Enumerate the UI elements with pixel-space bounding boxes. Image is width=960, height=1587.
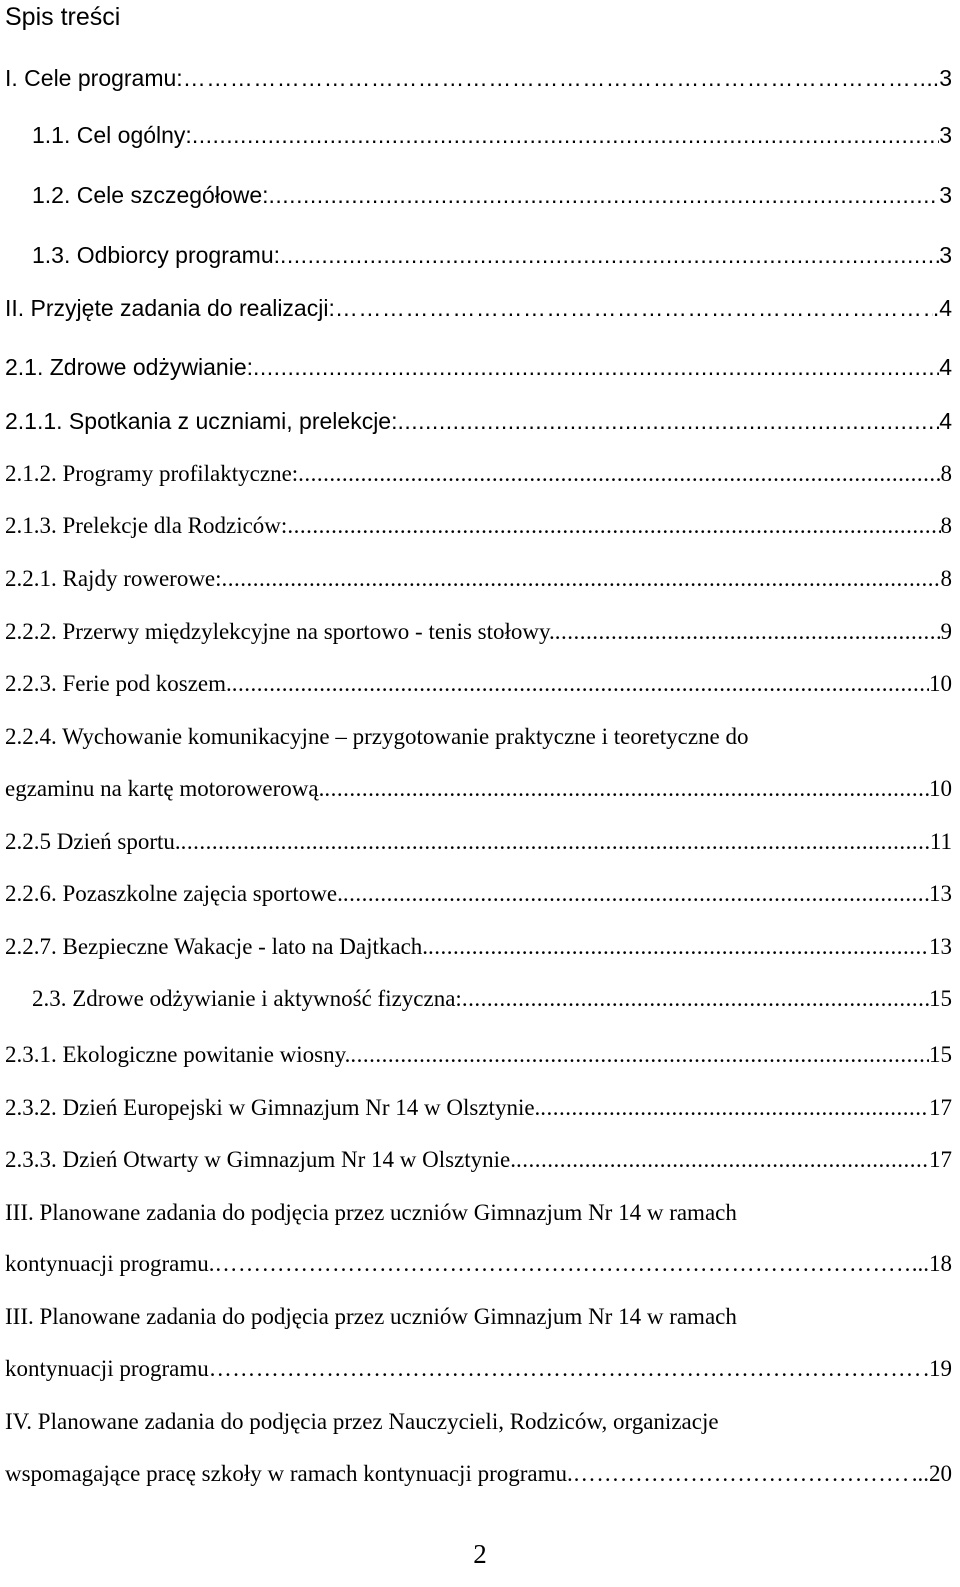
toc-leader bbox=[298, 458, 940, 490]
page-number: 2 bbox=[473, 1539, 487, 1569]
toc-leader bbox=[516, 1144, 929, 1176]
toc-entry-page: ...18 bbox=[911, 1251, 952, 1276]
toc-entry-page: .4 bbox=[932, 295, 952, 321]
toc-entry[interactable] bbox=[5, 1458, 952, 1490]
toc-entry-page: 15 bbox=[929, 1042, 952, 1067]
toc-entry-label[interactable]: III. Planowane zadania do podjęcia przez uczniów Gimnazjum Nr 14 w ramach bbox=[5, 1304, 737, 1329]
toc-entry-label: 2.3. Zdrowe odżywianie i aktywność fizyczna: bbox=[32, 986, 462, 1011]
toc-entry-label: 2.2.6. Pozaszkolne zajęcia sportowe. bbox=[5, 881, 343, 906]
toc-entry[interactable] bbox=[5, 1353, 952, 1385]
toc-leader bbox=[280, 239, 939, 271]
toc-entry-page: 9 bbox=[940, 619, 952, 644]
toc-entry[interactable] bbox=[5, 1248, 952, 1280]
toc-entry-page: 3 bbox=[939, 122, 952, 148]
toc-entry[interactable] bbox=[5, 62, 952, 94]
toc-leader bbox=[555, 616, 941, 648]
toc-leader bbox=[215, 1248, 912, 1280]
toc-entry[interactable] bbox=[5, 616, 952, 648]
toc-entry[interactable] bbox=[5, 773, 952, 805]
toc-leader bbox=[222, 563, 941, 595]
toc-entry-label: kontynuacji programu bbox=[5, 1356, 209, 1381]
toc-entry[interactable] bbox=[32, 119, 952, 151]
toc-leader bbox=[343, 878, 929, 910]
toc-leader bbox=[397, 405, 939, 437]
toc-entry-label: egzaminu na kartę motorowerową. bbox=[5, 776, 325, 801]
toc-entry-page: 17 bbox=[929, 1147, 952, 1172]
toc-entry-page: 8 bbox=[940, 461, 952, 486]
toc-entry-page: 4 bbox=[939, 408, 952, 434]
toc-leader bbox=[183, 62, 927, 94]
toc-entry-page: 3 bbox=[939, 182, 952, 208]
toc-entry-page: 10 bbox=[929, 776, 952, 801]
toc-entry-page: ...20 bbox=[911, 1461, 952, 1486]
toc-entry-label: 1.1. Cel ogólny: bbox=[32, 122, 192, 148]
toc-leader bbox=[287, 510, 940, 542]
toc-entry[interactable] bbox=[5, 1144, 952, 1176]
toc-leader bbox=[462, 983, 929, 1015]
toc-entry[interactable] bbox=[32, 239, 952, 271]
toc-entry[interactable] bbox=[5, 405, 952, 437]
toc-entry-label: 2.2.5 Dzień sportu. bbox=[5, 829, 181, 854]
toc-leader bbox=[192, 119, 939, 151]
toc-entry-page: 8 bbox=[940, 566, 952, 591]
toc-leader bbox=[232, 668, 929, 700]
toc-entry-label: 2.2.3. Ferie pod koszem. bbox=[5, 671, 232, 696]
toc-entry-label: 2.1.3. Prelekcje dla Rodziców: bbox=[5, 513, 288, 538]
toc-entry[interactable] bbox=[5, 1092, 952, 1124]
toc-entry-label[interactable]: IV. Planowane zadania do podjęcia przez Nauczycieli, Rodziców, organizacje bbox=[5, 1409, 719, 1434]
toc-entry-page: ..3 bbox=[926, 65, 952, 91]
toc-entry-page: 13 bbox=[929, 881, 952, 906]
toc-leader bbox=[540, 1092, 929, 1124]
toc-entry-label: 2.1.2. Programy profilaktyczne: bbox=[5, 461, 299, 486]
toc-entry-page: 8 bbox=[940, 513, 952, 538]
toc-entry-label: 1.3. Odbiorcy programu: bbox=[32, 242, 281, 268]
toc-entry[interactable] bbox=[5, 931, 952, 963]
toc-entry-label: 2.2.2. Przerwy międzylekcyjne na sportowo - tenis stołowy. bbox=[5, 619, 555, 644]
toc-entry-label: 2.3.2. Dzień Europejski w Gimnazjum Nr 14 w Olsztynie. bbox=[5, 1095, 541, 1120]
toc-entry[interactable] bbox=[5, 292, 952, 324]
toc-entry-label: I. Cele programu: bbox=[5, 65, 183, 91]
toc-entry[interactable] bbox=[5, 510, 952, 542]
toc-entry-label: 1.2. Cele szczegółowe: bbox=[32, 182, 269, 208]
toc-entry-page: 13 bbox=[929, 934, 952, 959]
toc-leader bbox=[573, 1458, 912, 1490]
toc-entry-page: 15 bbox=[929, 986, 952, 1011]
toc-leader bbox=[428, 931, 929, 963]
toc-entry-page: .19 bbox=[923, 1356, 952, 1381]
toc-entry[interactable] bbox=[32, 179, 952, 211]
toc-leader bbox=[350, 1039, 929, 1071]
toc-entry[interactable] bbox=[5, 878, 952, 910]
toc-entry-label: 2.3.3. Dzień Otwarty w Gimnazjum Nr 14 w Olsztynie. bbox=[5, 1147, 517, 1172]
toc-entry-label: II. Przyjęte zadania do realizacji: bbox=[5, 295, 335, 321]
toc-title: Spis treści bbox=[5, 3, 121, 31]
toc-entry[interactable] bbox=[5, 826, 952, 858]
toc-leader bbox=[209, 1353, 923, 1385]
toc-entry-label: 2.3.1. Ekologiczne powitanie wiosny. bbox=[5, 1042, 351, 1067]
toc-leader bbox=[181, 826, 930, 858]
toc-entry[interactable] bbox=[5, 458, 952, 490]
toc-entry-page: 3 bbox=[939, 242, 952, 268]
toc-entry-page: 17 bbox=[929, 1095, 952, 1120]
toc-entry-label[interactable]: III. Planowane zadania do podjęcia przez uczniów Gimnazjum Nr 14 w ramach bbox=[5, 1200, 737, 1225]
toc-entry[interactable] bbox=[5, 563, 952, 595]
toc-entry-label[interactable]: 2.2.4. Wychowanie komunikacyjne – przygotowanie praktyczne i teoretyczne do bbox=[5, 724, 749, 749]
toc-entry[interactable] bbox=[5, 668, 952, 700]
toc-leader bbox=[324, 773, 929, 805]
toc-leader bbox=[335, 292, 933, 324]
toc-leader bbox=[269, 179, 940, 211]
toc-entry[interactable] bbox=[5, 1039, 952, 1071]
toc-entry-page: 10 bbox=[929, 671, 952, 696]
toc-entry-label: 2.1. Zdrowe odżywianie: bbox=[5, 354, 254, 380]
toc-entry-label: 2.2.1. Rajdy rowerowe: bbox=[5, 566, 222, 591]
toc-entry-page: 11 bbox=[929, 829, 952, 854]
toc-entry[interactable] bbox=[5, 351, 952, 383]
toc-entry-label: wspomagające pracę szkoły w ramach kontynuacji programu. bbox=[5, 1461, 573, 1486]
toc-entry-label: 2.1.1. Spotkania z uczniami, prelekcje: bbox=[5, 408, 398, 434]
toc-leader bbox=[253, 351, 939, 383]
toc-entry-page: 4 bbox=[939, 354, 952, 380]
toc-entry[interactable] bbox=[32, 983, 952, 1015]
toc-entry-label: kontynuacji programu. bbox=[5, 1251, 215, 1276]
toc-entry-label: 2.2.7. Bezpieczne Wakacje - lato na Dajtkach. bbox=[5, 934, 429, 959]
